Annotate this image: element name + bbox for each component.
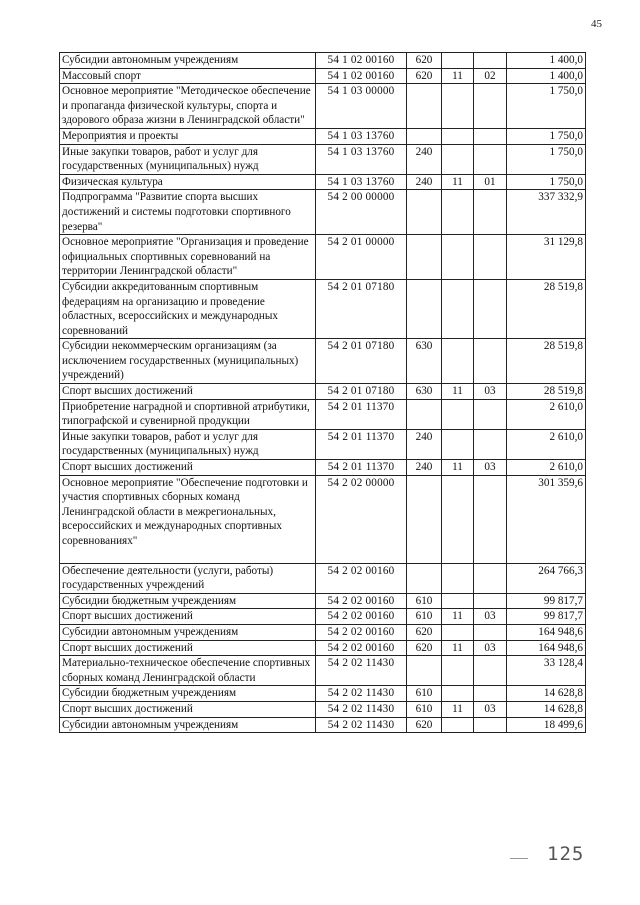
row-section-cell bbox=[442, 429, 474, 459]
row-code-cell: 54 2 02 00000 bbox=[316, 475, 407, 563]
page-number: 45 bbox=[591, 18, 602, 30]
row-subsection-cell: 03 bbox=[474, 640, 507, 656]
row-section-cell bbox=[442, 717, 474, 733]
row-expense-type-cell bbox=[407, 235, 442, 280]
row-code-cell: 54 1 02 00160 bbox=[316, 53, 407, 69]
row-code-cell: 54 2 02 00160 bbox=[316, 609, 407, 625]
row-code-cell: 54 2 02 11430 bbox=[316, 686, 407, 702]
row-amount-cell: 264 766,3 bbox=[507, 563, 586, 593]
row-amount-cell: 28 519,8 bbox=[507, 384, 586, 400]
row-section-cell bbox=[442, 624, 474, 640]
row-expense-type-cell: 610 bbox=[407, 686, 442, 702]
row-name-cell: Спорт высших достижений bbox=[60, 640, 316, 656]
row-expense-type-cell: 630 bbox=[407, 384, 442, 400]
row-name-cell: Мероприятия и проекты bbox=[60, 128, 316, 144]
row-expense-type-cell: 240 bbox=[407, 460, 442, 476]
row-subsection-cell bbox=[474, 593, 507, 609]
row-code-cell: 54 2 01 07180 bbox=[316, 339, 407, 384]
row-subsection-cell bbox=[474, 128, 507, 144]
row-name-cell: Основное мероприятие "Методическое обеспечение и пропаганда физической культуры, спорта и здорового образа жизни в Ленинградской области" bbox=[60, 84, 316, 129]
row-expense-type-cell: 610 bbox=[407, 701, 442, 717]
row-expense-type-cell: 620 bbox=[407, 68, 442, 84]
row-amount-cell: 28 519,8 bbox=[507, 339, 586, 384]
table-row bbox=[60, 384, 586, 400]
row-section-cell bbox=[442, 84, 474, 129]
row-name-cell: Иные закупки товаров, работ и услуг для государственных (муниципальных) нужд bbox=[60, 144, 316, 174]
row-section-cell: 11 bbox=[442, 640, 474, 656]
row-expense-type-cell bbox=[407, 399, 442, 429]
row-amount-cell: 337 332,9 bbox=[507, 190, 586, 235]
table-row bbox=[60, 339, 586, 384]
row-code-cell: 54 2 02 00160 bbox=[316, 563, 407, 593]
row-amount-cell: 2 610,0 bbox=[507, 429, 586, 459]
row-amount-cell: 1 400,0 bbox=[507, 68, 586, 84]
table-row bbox=[60, 399, 586, 429]
row-expense-type-cell bbox=[407, 84, 442, 129]
row-subsection-cell bbox=[474, 429, 507, 459]
table-row bbox=[60, 460, 586, 476]
row-expense-type-cell: 610 bbox=[407, 593, 442, 609]
row-subsection-cell: 03 bbox=[474, 460, 507, 476]
row-section-cell bbox=[442, 53, 474, 69]
row-section-cell: 11 bbox=[442, 174, 474, 190]
row-amount-cell: 164 948,6 bbox=[507, 624, 586, 640]
row-section-cell: 11 bbox=[442, 68, 474, 84]
row-amount-cell: 2 610,0 bbox=[507, 460, 586, 476]
table-row bbox=[60, 84, 586, 129]
row-subsection-cell bbox=[474, 279, 507, 338]
row-amount-cell: 14 628,8 bbox=[507, 701, 586, 717]
table-row bbox=[60, 128, 586, 144]
row-section-cell: 11 bbox=[442, 384, 474, 400]
row-code-cell: 54 1 03 13760 bbox=[316, 174, 407, 190]
row-expense-type-cell: 630 bbox=[407, 339, 442, 384]
row-expense-type-cell: 620 bbox=[407, 53, 442, 69]
row-amount-cell: 1 750,0 bbox=[507, 174, 586, 190]
row-section-cell bbox=[442, 399, 474, 429]
table-body bbox=[60, 53, 586, 733]
row-code-cell: 54 2 01 11370 bbox=[316, 460, 407, 476]
row-name-cell: Субсидии автономным учреждениям bbox=[60, 53, 316, 69]
row-section-cell bbox=[442, 235, 474, 280]
row-name-cell: Спорт высших достижений bbox=[60, 701, 316, 717]
row-section-cell: 11 bbox=[442, 609, 474, 625]
table-row bbox=[60, 609, 586, 625]
row-amount-cell: 99 817,7 bbox=[507, 609, 586, 625]
row-section-cell bbox=[442, 686, 474, 702]
row-section-cell: 11 bbox=[442, 701, 474, 717]
row-amount-cell: 1 750,0 bbox=[507, 128, 586, 144]
row-expense-type-cell: 620 bbox=[407, 640, 442, 656]
row-section-cell bbox=[442, 656, 474, 686]
row-subsection-cell bbox=[474, 235, 507, 280]
row-subsection-cell bbox=[474, 656, 507, 686]
table-row bbox=[60, 235, 586, 280]
row-subsection-cell: 03 bbox=[474, 609, 507, 625]
table-row bbox=[60, 53, 586, 69]
row-code-cell: 54 1 03 13760 bbox=[316, 128, 407, 144]
table-row bbox=[60, 656, 586, 686]
row-code-cell: 54 2 02 11430 bbox=[316, 656, 407, 686]
table-row bbox=[60, 475, 586, 563]
row-section-cell bbox=[442, 563, 474, 593]
row-name-cell: Обеспечение деятельности (услуги, работы) государственных учреждений bbox=[60, 563, 316, 593]
row-code-cell: 54 2 02 00160 bbox=[316, 640, 407, 656]
row-subsection-cell bbox=[474, 84, 507, 129]
row-code-cell: 54 2 02 00160 bbox=[316, 624, 407, 640]
row-name-cell: Основное мероприятие "Организация и проведение официальных спортивных соревнований на территории Ленинградской области" bbox=[60, 235, 316, 280]
row-name-cell: Подпрограмма "Развитие спорта высших достижений и системы подготовки спортивного резерва" bbox=[60, 190, 316, 235]
row-amount-cell: 99 817,7 bbox=[507, 593, 586, 609]
row-subsection-cell bbox=[474, 624, 507, 640]
row-name-cell: Основное мероприятие "Обеспечение подготовки и участия спортивных сборных команд Ленинградской области в межрегиональных, всероссийских и международных спортивных соревнованиях" bbox=[60, 475, 316, 563]
row-expense-type-cell bbox=[407, 563, 442, 593]
row-code-cell: 54 2 02 11430 bbox=[316, 717, 407, 733]
row-section-cell bbox=[442, 144, 474, 174]
row-name-cell: Физическая культура bbox=[60, 174, 316, 190]
row-subsection-cell bbox=[474, 399, 507, 429]
table-row bbox=[60, 429, 586, 459]
row-expense-type-cell bbox=[407, 190, 442, 235]
row-subsection-cell: 03 bbox=[474, 384, 507, 400]
row-subsection-cell bbox=[474, 563, 507, 593]
row-amount-cell: 18 499,6 bbox=[507, 717, 586, 733]
row-expense-type-cell: 620 bbox=[407, 624, 442, 640]
row-expense-type-cell: 620 bbox=[407, 717, 442, 733]
table-row bbox=[60, 624, 586, 640]
row-name-cell: Субсидии бюджетным учреждениям bbox=[60, 593, 316, 609]
table-row bbox=[60, 68, 586, 84]
row-subsection-cell: 01 bbox=[474, 174, 507, 190]
table-row bbox=[60, 144, 586, 174]
row-name-cell: Спорт высших достижений bbox=[60, 384, 316, 400]
row-code-cell: 54 1 02 00160 bbox=[316, 68, 407, 84]
row-section-cell bbox=[442, 190, 474, 235]
row-code-cell: 54 2 01 07180 bbox=[316, 384, 407, 400]
stamp-dash bbox=[510, 858, 528, 859]
row-code-cell: 54 2 01 00000 bbox=[316, 235, 407, 280]
row-name-cell: Субсидии автономным учреждениям bbox=[60, 624, 316, 640]
row-amount-cell: 1 750,0 bbox=[507, 84, 586, 129]
row-name-cell: Спорт высших достижений bbox=[60, 609, 316, 625]
row-name-cell: Приобретение наградной и спортивной атрибутики, типографской и сувенирной продукции bbox=[60, 399, 316, 429]
handwritten-stamp-number: 125 bbox=[547, 843, 585, 865]
row-code-cell: 54 2 01 11370 bbox=[316, 429, 407, 459]
row-expense-type-cell bbox=[407, 128, 442, 144]
row-amount-cell: 31 129,8 bbox=[507, 235, 586, 280]
row-amount-cell: 14 628,8 bbox=[507, 686, 586, 702]
row-section-cell: 11 bbox=[442, 460, 474, 476]
row-amount-cell: 1 400,0 bbox=[507, 53, 586, 69]
row-subsection-cell: 03 bbox=[474, 701, 507, 717]
row-expense-type-cell: 240 bbox=[407, 429, 442, 459]
row-section-cell bbox=[442, 593, 474, 609]
budget-table bbox=[59, 52, 586, 733]
table-row bbox=[60, 701, 586, 717]
row-expense-type-cell: 240 bbox=[407, 144, 442, 174]
row-subsection-cell bbox=[474, 190, 507, 235]
table-row bbox=[60, 686, 586, 702]
row-name-cell: Материально-техническое обеспечение спортивных сборных команд Ленинградской области bbox=[60, 656, 316, 686]
row-section-cell bbox=[442, 128, 474, 144]
row-section-cell bbox=[442, 475, 474, 563]
row-expense-type-cell: 610 bbox=[407, 609, 442, 625]
row-section-cell bbox=[442, 279, 474, 338]
row-subsection-cell bbox=[474, 686, 507, 702]
row-code-cell: 54 2 01 11370 bbox=[316, 399, 407, 429]
row-subsection-cell bbox=[474, 339, 507, 384]
table-row bbox=[60, 279, 586, 338]
row-amount-cell: 2 610,0 bbox=[507, 399, 586, 429]
table-row bbox=[60, 593, 586, 609]
row-expense-type-cell bbox=[407, 475, 442, 563]
row-code-cell: 54 1 03 13760 bbox=[316, 144, 407, 174]
table-row bbox=[60, 174, 586, 190]
row-code-cell: 54 2 00 00000 bbox=[316, 190, 407, 235]
row-code-cell: 54 1 03 00000 bbox=[316, 84, 407, 129]
row-subsection-cell bbox=[474, 144, 507, 174]
table-row bbox=[60, 563, 586, 593]
row-name-cell: Субсидии аккредитованным спортивным федерациям на организацию и проведение областных, всероссийских и международных соревнований bbox=[60, 279, 316, 338]
row-name-cell: Субсидии бюджетным учреждениям bbox=[60, 686, 316, 702]
row-name-cell: Субсидии некоммерческим организациям (за исключением государственных (муниципальных) учреждений) bbox=[60, 339, 316, 384]
row-expense-type-cell: 240 bbox=[407, 174, 442, 190]
row-code-cell: 54 2 01 07180 bbox=[316, 279, 407, 338]
row-subsection-cell bbox=[474, 53, 507, 69]
row-expense-type-cell bbox=[407, 656, 442, 686]
row-amount-cell: 164 948,6 bbox=[507, 640, 586, 656]
row-amount-cell: 28 519,8 bbox=[507, 279, 586, 338]
row-subsection-cell: 02 bbox=[474, 68, 507, 84]
row-expense-type-cell bbox=[407, 279, 442, 338]
row-subsection-cell bbox=[474, 717, 507, 733]
row-name-cell: Спорт высших достижений bbox=[60, 460, 316, 476]
row-subsection-cell bbox=[474, 475, 507, 563]
table-row bbox=[60, 640, 586, 656]
row-name-cell: Иные закупки товаров, работ и услуг для государственных (муниципальных) нужд bbox=[60, 429, 316, 459]
table-row bbox=[60, 717, 586, 733]
row-code-cell: 54 2 02 11430 bbox=[316, 701, 407, 717]
row-amount-cell: 1 750,0 bbox=[507, 144, 586, 174]
row-name-cell: Субсидии автономным учреждениям bbox=[60, 717, 316, 733]
table-row bbox=[60, 190, 586, 235]
row-amount-cell: 33 128,4 bbox=[507, 656, 586, 686]
row-code-cell: 54 2 02 00160 bbox=[316, 593, 407, 609]
row-amount-cell: 301 359,6 bbox=[507, 475, 586, 563]
row-section-cell bbox=[442, 339, 474, 384]
row-name-cell: Массовый спорт bbox=[60, 68, 316, 84]
